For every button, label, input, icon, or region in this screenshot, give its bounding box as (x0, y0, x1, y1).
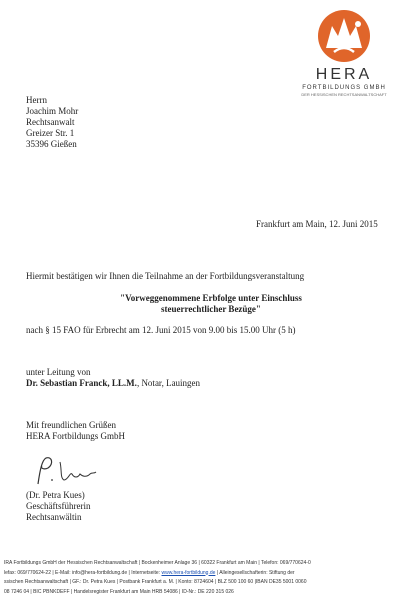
course-title (66, 293, 356, 315)
letter-footer (4, 559, 398, 597)
recipient-salutation: Herrn (26, 95, 47, 105)
website-link[interactable]: www.hera-fortbildung.de (161, 569, 216, 576)
greeting-text: Mit freundlichen Grüßen (26, 420, 116, 430)
recipient-name: Joachim Mohr (26, 106, 79, 116)
signature-icon (30, 450, 110, 492)
course-title-line1: "Vorweggenommene Erbfolge unter Einschluss (120, 293, 302, 303)
footer-line3: ssischen Rechtsanwaltschaft | GF.: Dr. Petra Kues | Postbank Frankfurt a. M. | Konto: 8724604 | BLZ 500 100 60 |IBAN DE35 5001 0060 (4, 579, 307, 585)
footer-line2: lefax: 069/770624-22 | E-Mail: info@hera-fortbildung.de | Internetseite: www.hera-fortbildung.de | Alleingesellschafterin: Stiftung der (4, 569, 295, 576)
logo-subline: DER HESSISCHEN RECHTSANWALTSCHAFT (301, 92, 387, 97)
course-title-line2: steuerrechtlicher Bezüge" (161, 304, 261, 314)
signer-profession: Rechtsanwältin (26, 512, 82, 522)
course-leader (26, 378, 200, 388)
leader-role: , Notar, Lauingen (136, 378, 201, 388)
leader-name: Dr. Sebastian Franck, LL.M. (26, 378, 137, 388)
signer-block (26, 490, 90, 523)
recipient-profession: Rechtsanwalt (26, 117, 75, 127)
letter-date: Frankfurt am Main, 12. Juni 2015 (256, 219, 378, 229)
greeting-company: HERA Fortbildungs GmbH (26, 431, 126, 441)
footer-line1: IRA Fortbildungs GmbH der Hessischen Rechtsanwaltschaft | Bockenheimer Anlage 36 | 60322 Frankfurt am Main | Telefon: 069/770624-0 (4, 560, 311, 566)
course-details: nach § 15 FAO für Erbrecht am 12. Juni 2015 von 9.00 bis 15.00 Uhr (5 h) (26, 325, 296, 335)
closing-greeting (26, 420, 125, 442)
intro-text: Hiermit bestätigen wir Ihnen die Teilnahme an der Fortbildungsveranstaltung (26, 271, 305, 281)
signer-title: Geschäftsführerin (26, 501, 91, 511)
logo-company-name: HERA (315, 66, 373, 83)
signer-name: (Dr. Petra Kues) (26, 490, 85, 500)
recipient-city: 35396 Gießen (26, 139, 77, 149)
recipient-address (26, 95, 78, 150)
recipient-street: Greizer Str. 1 (26, 128, 75, 138)
signature (30, 450, 110, 492)
logo-tagline: FORTBILDUNGS GMBH (302, 85, 386, 91)
footer-line4: 08 7246 04 | BIC PBNKDEFF | Handelsregister Frankfurt am Main HRB 54086 | ID-Nr.: DE 220 315 026 (4, 588, 234, 595)
leadership-label: unter Leitung von (26, 367, 91, 377)
